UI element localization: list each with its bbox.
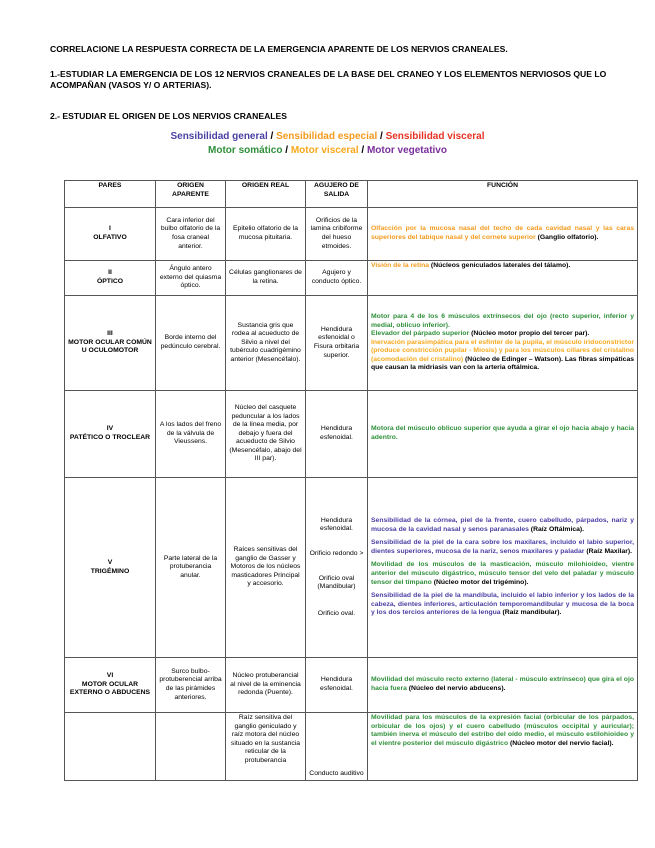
funcion-text: Sensibilidad de la piel de la cara sobre los maxilares, incluido el labio superior, dientes superiores, mucosa de la nariz, senos maxilares y paladar <box>371 539 634 555</box>
funcion-note: (Raíz Maxilar). <box>584 547 633 555</box>
color-legend-line-2 <box>0 145 655 157</box>
origen-real-cell: Raíz sensitiva del ganglio geniculado y raíz motora del núcleo situado en la sustancia reticular de la protuberancia <box>226 713 306 781</box>
origen-aparente-cell: Ángulo antero externo del quiasma óptico. <box>156 261 226 296</box>
heading-section-2: 2.- ESTUDIAR EL ORIGEN DE LOS NERVIOS CRANEALES <box>50 111 287 121</box>
nerve-name: MOTOR OCULAR COMÚN U OCULOMOTOR <box>68 338 152 355</box>
legend-sensibilidad-visceral: Sensibilidad visceral <box>385 131 485 142</box>
agujero-cell: Hendidura esfenoidal o Fisura orbitaria superior. <box>306 296 368 391</box>
funcion-paragraph <box>371 592 634 618</box>
origen-real-cell: Células ganglionares de la retina. <box>226 261 306 296</box>
origen-aparente-cell: Surco bulbo-protuberencial arriba de las pirámides anteriores. <box>156 658 226 713</box>
cranial-nerves-table <box>64 180 638 781</box>
funcion-cell <box>368 658 638 713</box>
heading-instruction: CORRELACIONE LA RESPUESTA CORRECTA DE LA EMERGENCIA APARENTE DE LOS NERVIOS CRANEALES. <box>50 44 508 54</box>
legend-separator: / <box>267 131 277 142</box>
legend-motor-somatico: Motor somático <box>208 145 283 156</box>
funcion-cell <box>368 296 638 391</box>
nerve-numeral: VI <box>106 672 114 680</box>
origen-real-cell: Núcleo del casquete peduncular a los lados de la línea media, por debajo y fuera del acueducto de Silvio (Mesencéfalo, abajo del III par). <box>226 391 306 478</box>
funcion-text: Visión de la retina <box>371 262 430 269</box>
origen-aparente-cell: Borde interno del pedúnculo cerebral. <box>156 296 226 391</box>
legend-sensibilidad-general: Sensibilidad general <box>170 131 268 142</box>
funcion-text: Movilidad de los músculos de la masticación, músculo milohioideo, vientre anterior del músculo digástrico, músculo tensor del velo del paladar y músculo tensor del tímpano <box>371 561 634 586</box>
legend-separator: / <box>358 145 367 156</box>
funcion-note: (Raíz mandibular). <box>500 609 562 617</box>
nerve-cell <box>65 391 156 478</box>
nerve-numeral: V <box>107 558 113 566</box>
funcion-text: Motor para 4 de los 6 músculos extrínsecos del ojo (recto superior, inferior y medial, oblicuo inferior). <box>371 312 634 329</box>
funcion-paragraph <box>371 561 634 587</box>
origen-aparente-cell: A los lados del freno de la válvula de Vieussens. <box>156 391 226 478</box>
origen-real-cell: Núcleo protuberancial al nivel de la eminencia redonda (Puente). <box>226 658 306 713</box>
nerve-cell <box>65 261 156 296</box>
funcion-text: Movilidad del músculo recto externo (lateral - músculo extrínseco) que gira el ojo hacia fuera <box>371 676 634 692</box>
funcion-note: (Raíz Oftálmica). <box>528 525 585 533</box>
nerve-name: TRIGÉMINO <box>90 567 130 575</box>
funcion-cell <box>368 208 638 261</box>
table-row <box>65 296 638 391</box>
origen-real-cell: Raíces sensitivas del ganglio de Gasser y Motoros de los núcleos masticadores Principal y accesorio. <box>226 478 306 658</box>
nerve-name: OLFATIVO <box>93 234 127 241</box>
legend-separator: / <box>377 131 386 142</box>
nerve-cell <box>65 658 156 713</box>
agujero-cell <box>306 478 368 658</box>
nerve-numeral: III <box>107 330 113 338</box>
header-pares: PARES <box>65 181 156 208</box>
origen-aparente-cell: Cara inferior del bulbo olfatorio de la fosa craneal anterior. <box>156 208 226 261</box>
table-row <box>65 478 638 658</box>
funcion-text: Movilidad para los músculos de la expresión facial (orbicular de los párpados, orbicular de los ojos) y el cuero cabelludo (músculos occipital y auricular); también inerva el músculo del estribo del oído medio, el músculo estilohioideo y el vientre posterior del músculo digástrico <box>371 714 634 747</box>
funcion-note: (Núcleos geniculados laterales del tálamo). <box>429 262 571 269</box>
funcion-paragraph <box>371 517 634 534</box>
nerve-cell <box>65 478 156 658</box>
legend-motor-visceral: Motor visceral <box>290 145 359 156</box>
agujero-cell: Agujero y conducto óptico. <box>306 261 368 296</box>
funcion-paragraph <box>371 539 634 556</box>
nerve-numeral: II <box>108 269 112 277</box>
origen-real-cell: Sustancia gris que rodea al acueducto de Silvio a nivel del tubérculo cuadrigémino anterior (Mesencéfalo). <box>226 296 306 391</box>
agujero-item: Orificio oval (Mandibular) <box>317 574 356 591</box>
table-row <box>65 261 638 296</box>
nerve-name: MOTOR OCULAR EXTERNO O ABDUCENS <box>69 680 151 697</box>
color-legend-line-1 <box>0 131 655 143</box>
table-row <box>65 391 638 478</box>
header-origen-aparente: ORIGEN APARENTE <box>156 181 226 208</box>
funcion-note: (Ganglio olfatorio). <box>535 234 599 241</box>
origen-aparente-cell: Parte lateral de la protuberancia anular. <box>156 478 226 658</box>
funcion-text: Motora del músculo oblicuo superior que ayuda a girar el ojo hacia abajo y hacia adentro. <box>371 425 634 441</box>
funcion-cell <box>368 261 638 296</box>
agujero-item: Orificio oval. <box>317 609 356 617</box>
funcion-note: (Núcleo motor del trigémino). <box>431 578 529 586</box>
agujero-item: Hendidura esfenoidal. <box>320 516 353 533</box>
funcion-cell <box>368 713 638 781</box>
header-origen-real: ORIGEN REAL <box>226 181 306 208</box>
table-header-row <box>65 181 638 208</box>
funcion-text: Sensibilidad de la piel de la mandíbula, incluido el labio inferior y los lados de la cabeza, dientes inferiores, articulación temporomandibular y mucosa de la boca y los dos tercios anteriores de la lengua <box>371 592 634 617</box>
funcion-note: (Núcleo del nervio abducens). <box>406 685 506 692</box>
legend-motor-vegetativo: Motor vegetativo <box>366 145 447 156</box>
origen-aparente-cell <box>156 713 226 781</box>
funcion-text: Sensibilidad de la córnea, piel de la frente, cuero cabelludo, párpados, nariz y mucosa de la cavidad nasal y senos paranasales <box>371 517 634 533</box>
heading-section-1: 1.-ESTUDIAR LA EMERGENCIA DE LOS 12 NERVIOS CRANEALES DE LA BASE DEL CRANEO Y LOS ELEMENTOS NERVIOSOS QUE LO ACOMPAÑAN (VASOS Y/ O ARTERIAS). <box>50 69 607 90</box>
funcion-note: (Núcleo motor propio del tercer par). <box>469 330 590 338</box>
nerve-cell <box>65 296 156 391</box>
header-funcion: FUNCIÓN <box>368 181 638 208</box>
nerve-numeral: I <box>109 225 111 233</box>
funcion-cell <box>368 478 638 658</box>
origen-real-cell: Epitelio olfatorio de la mucosa pituitaria. <box>226 208 306 261</box>
agujero-cell: Hendidura esfenoidal. <box>306 391 368 478</box>
agujero-cell: Conducto auditivo <box>306 713 368 781</box>
legend-separator: / <box>282 145 291 156</box>
funcion-note: (Núcleo motor del nervio facial). <box>508 739 614 747</box>
funcion-text: Olfacción por la mucosa nasal del techo de cada cavidad nasal y las caras superiores del tabique nasal y del cornete superior <box>371 225 634 241</box>
nerve-cell <box>65 713 156 781</box>
funcion-cell <box>368 391 638 478</box>
nerve-cell <box>65 208 156 261</box>
nerve-name: ÓPTICO <box>96 278 124 285</box>
nerve-name: PATÉTICO O TROCLEAR <box>69 434 151 441</box>
funcion-text: Elevador del párpado superior <box>371 330 470 338</box>
agujero-item: Orificio redondo > <box>309 549 364 557</box>
table-row <box>65 208 638 261</box>
agujero-cell: Hendidura esfenoidal. <box>306 658 368 713</box>
funcion-note: (Núcleo de Edinger – Watson). Las fibras simpáticas que causan la midriasis van con la arteria oftálmica. <box>371 355 635 372</box>
nerve-numeral: IV <box>106 425 114 433</box>
table-row <box>65 658 638 713</box>
table-row <box>65 713 638 781</box>
funcion-text: Inervación parasimpática para el esfínter de la pupila, el músculo iridoconstrictor (produce constricción pupilar - Miosis) y para los músculos ciliares del cristalino (acomodación del cristalino) <box>371 338 634 363</box>
legend-sensibilidad-especial: Sensibilidad especial <box>276 131 378 142</box>
header-agujero: AGUJERO DE SALIDA <box>306 181 368 208</box>
agujero-cell: Orificios de la lamina cribiforme del hueso etmoides. <box>306 208 368 261</box>
